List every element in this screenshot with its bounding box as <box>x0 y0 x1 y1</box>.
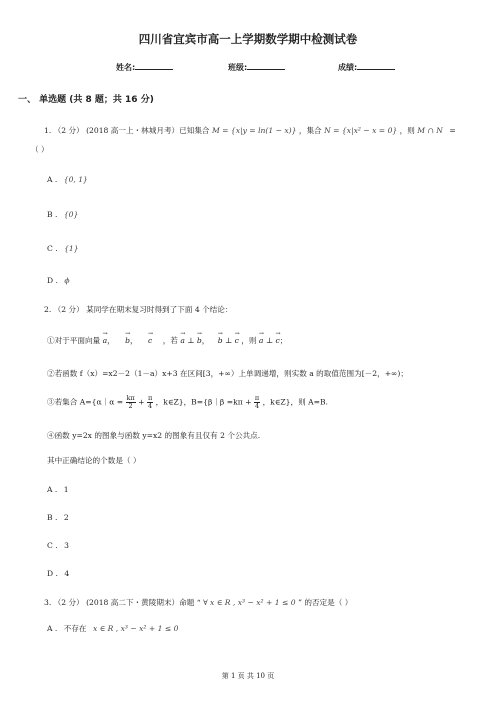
vector-b: → b <box>218 336 223 345</box>
fraction <box>254 395 260 410</box>
section-heading: 一、 单选题 (共 8 题；共 16 分) <box>18 95 154 105</box>
name-label: 姓名: <box>116 63 136 72</box>
option-label: A . <box>47 485 58 494</box>
option-value: {0, 1} <box>63 175 88 184</box>
class-blank[interactable] <box>247 69 285 70</box>
q1-eq: = <box>449 126 456 135</box>
score-field <box>338 62 395 73</box>
name-field <box>116 62 173 73</box>
c1-comma: ， <box>201 336 210 345</box>
plus-sign: + <box>138 397 145 407</box>
option-text: 不存在 <box>63 624 87 633</box>
q1-tail: ，则 <box>399 126 415 135</box>
c1-end: ； <box>279 336 288 345</box>
q2-conclusion-4: ④函数 y=2x 的图象与函数 y=x2 的图象有且仅有 2 个公共点. <box>47 431 261 440</box>
option-label: C . <box>47 541 58 550</box>
q1-mid: ，集合 <box>298 126 322 135</box>
fraction-numerator: π <box>147 394 153 402</box>
q2-question: 其中正确结论的个数是（ ） <box>47 456 141 465</box>
fraction-numerator: π <box>254 394 260 402</box>
fraction <box>147 395 153 410</box>
q3-expr: ∀ x ∈ R , x³ − x² + 1 ≤ 0 <box>203 598 296 607</box>
c3-text-c: ，k∈Z}，则 A=B. <box>262 397 328 407</box>
fraction-numerator: kπ <box>126 394 135 402</box>
option-label: B . <box>47 210 58 219</box>
vector-a: → a <box>103 336 108 345</box>
q3-option-a[interactable] <box>47 623 179 634</box>
perp-symbol: ⊥ <box>225 336 233 345</box>
q3-stem <box>44 597 352 608</box>
option-value: {1} <box>64 244 79 253</box>
q1-set-m: M = {x|y = ln(1 − x)} <box>211 126 297 135</box>
name-blank[interactable] <box>135 69 173 70</box>
c3-text-a: ③若集合 A={α｜α = <box>47 397 124 407</box>
option-value: 4 <box>64 569 70 578</box>
q1-set-n: N = {x|x² − x = 0} <box>324 126 398 135</box>
c1-comma: ， <box>130 336 138 345</box>
perp-symbol: ⊥ <box>265 336 274 345</box>
option-value: {0} <box>63 210 79 219</box>
q2-option-d[interactable] <box>47 569 69 578</box>
c1-text-c: ，则 <box>241 336 257 345</box>
option-label: C . <box>47 244 58 253</box>
c1-comma: ， <box>107 336 115 345</box>
score-blank[interactable] <box>357 69 395 70</box>
vector-a: → a <box>259 336 264 345</box>
q1-expr: M ∩ N <box>417 126 443 135</box>
fraction-denominator: 4 <box>254 402 260 410</box>
q2-conclusion-1 <box>47 335 287 346</box>
option-value: 1 <box>63 485 69 494</box>
option-label: A . <box>47 624 58 633</box>
option-value: 2 <box>63 513 69 522</box>
q2-option-a[interactable] <box>47 485 69 494</box>
c1-text-a: ①对于平面向量 <box>47 336 101 345</box>
vector-b: → b <box>125 336 130 345</box>
vector-a: → a <box>180 336 185 345</box>
vector-c: → c <box>235 336 239 345</box>
vector-c: → c <box>275 336 279 345</box>
class-field <box>228 62 285 73</box>
option-label: B . <box>47 513 58 522</box>
vector-c: → c <box>148 336 152 345</box>
vector-b: → b <box>197 336 202 345</box>
score-label: 成绩: <box>338 63 358 72</box>
option-value: ϕ <box>64 276 70 285</box>
option-label: D . <box>47 569 58 578</box>
q1-option-c[interactable] <box>47 244 79 253</box>
q3-stem-prefix: 3. （2 分） (2018 高二下・黄陵期末）命题 “ <box>44 598 201 607</box>
q2-stem: 2. （2 分） 某同学在期末复习时得到了下面 4 个结论： <box>44 305 233 314</box>
q3-stem-suffix: ” 的否定是（ ） <box>298 598 353 607</box>
option-expr: x ∈ R , x³ − x² + 1 ≤ 0 <box>92 624 179 633</box>
q1-option-d[interactable] <box>47 276 70 285</box>
q1-paren: （ ） <box>31 145 49 154</box>
q2-conclusion-2: ②若函数 f（x）=x2－2（1－a）x+3 在区间[3，+∞）上单调递增，则实数 a 的取值范围为[－2，+∞)； <box>47 369 408 378</box>
q2-option-b[interactable] <box>47 513 69 522</box>
option-label: D . <box>47 276 58 285</box>
c1-text-b: ，若 <box>162 336 178 345</box>
q2-option-c[interactable] <box>47 541 69 550</box>
option-label: A . <box>47 175 58 184</box>
c3-text-b: ，k∈Z}，B={β｜β =kπ + <box>155 397 252 407</box>
page-title: 四川省宜宾市高一上学期数学期中检测试卷 <box>138 32 358 46</box>
fraction-denominator: 4 <box>148 402 153 410</box>
q1-option-a[interactable] <box>47 175 88 184</box>
option-value: 3 <box>64 541 69 550</box>
fraction-denominator: 2 <box>128 402 133 410</box>
q1-option-b[interactable] <box>47 210 78 219</box>
fraction <box>126 395 136 410</box>
perp-symbol: ⊥ <box>187 336 195 345</box>
q2-conclusion-3 <box>47 395 328 410</box>
class-label: 班级: <box>228 63 248 72</box>
q1-stem <box>44 125 456 136</box>
page-footer: 第 1 页 共 10 页 <box>221 672 275 680</box>
q1-stem-prefix: 1. （2 分） (2018 高一上・林城月考）已知集合 <box>44 126 210 135</box>
